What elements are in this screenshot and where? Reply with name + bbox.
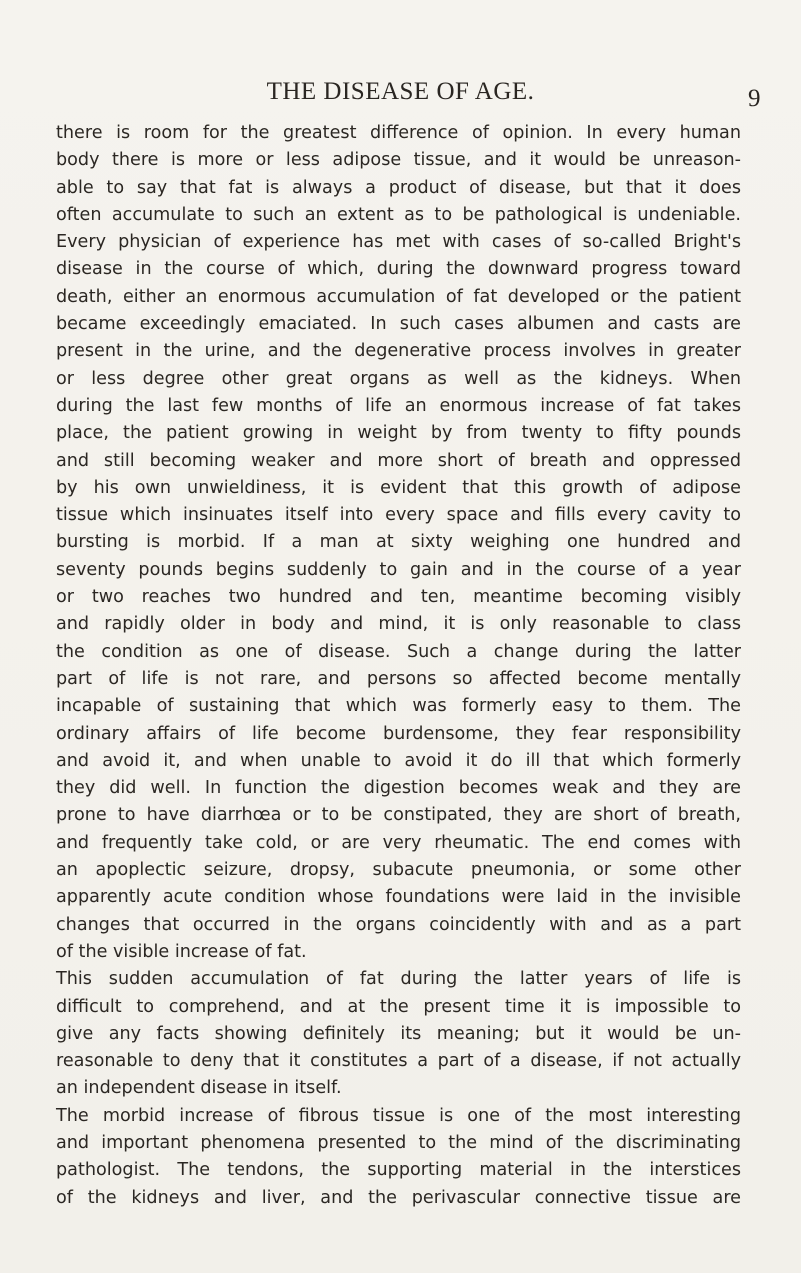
text-line: during the last few months of life an enormous increase of fat takes	[56, 395, 741, 416]
text-line: disease in the course of which, during the downward progress toward	[56, 259, 741, 280]
text-line: present in the urine, and the degenerative process involves in greater	[56, 341, 741, 362]
text-line: death, either an enormous accumulation of fat developed or the patient	[56, 286, 741, 307]
text-line: place, the patient growing in weight by from twenty to fifty pounds	[56, 423, 741, 444]
text-line: prone to have diarrhœa or to be constipated, they are short of breath,	[56, 805, 741, 826]
text-line: give any facts showing definitely its meaning; but it would be un-	[56, 1023, 741, 1044]
text-line: often accumulate to such an extent as to be pathological is undeniable.	[56, 204, 741, 225]
text-line: the condition as one of disease. Such a change during the latter	[56, 641, 741, 662]
text-line: an apoplectic seizure, dropsy, subacute pneumonia, or some other	[56, 860, 741, 881]
text-line: and important phenomena presented to the mind of the discriminating	[56, 1132, 741, 1153]
text-line: This sudden accumulation of fat during the latter years of life is	[56, 969, 741, 990]
page-number: 9	[748, 85, 761, 112]
text-line: by his own unwieldiness, it is evident that this growth of adipose	[56, 477, 741, 498]
text-line: changes that occurred in the organs coincidently with and as a part	[56, 914, 741, 935]
text-line: or less degree other great organs as well as the kidneys. When	[56, 368, 741, 389]
text-line: and avoid it, and when unable to avoid it do ill that which formerly	[56, 750, 741, 771]
text-line: Every physician of experience has met with cases of so-called Bright's	[56, 232, 741, 253]
text-line: The morbid increase of fibrous tissue is one of the most interesting	[56, 1105, 741, 1126]
text-line: of the kidneys and liver, and the perivascular connective tissue are	[56, 1187, 741, 1208]
text-line: part of life is not rare, and persons so affected become mentally	[56, 668, 741, 689]
body-text	[56, 120, 741, 1212]
text-line: seventy pounds begins suddenly to gain and in the course of a year	[56, 559, 741, 580]
text-line: incapable of sustaining that which was formerly easy to them. The	[56, 696, 741, 717]
text-line: and rapidly older in body and mind, it is only reasonable to class	[56, 614, 741, 635]
text-line: pathologist. The tendons, the supporting material in the interstices	[56, 1160, 741, 1181]
text-line: able to say that fat is always a product of disease, but that it does	[56, 177, 741, 198]
text-line: apparently acute condition whose foundations were laid in the invisible	[56, 887, 741, 908]
text-line: there is room for the greatest difference of opinion. In every human	[56, 123, 741, 143]
text-line: tissue which insinuates itself into every space and fills every cavity to	[56, 505, 741, 526]
text-line: and still becoming weaker and more short of breath and oppressed	[56, 450, 741, 471]
text-line: they did well. In function the digestion becomes weak and they are	[56, 778, 741, 799]
text-line: of the visible increase of fat.	[56, 941, 307, 962]
running-head: THE DISEASE OF AGE.	[266, 78, 535, 105]
text-line: an independent disease in itself.	[56, 1078, 342, 1099]
text-line: ordinary affairs of life become burdensome, they fear responsibility	[56, 723, 741, 744]
text-line: bursting is morbid. If a man at sixty weighing one hundred and	[56, 532, 741, 553]
text-line: or two reaches two hundred and ten, meantime becoming visibly	[56, 587, 741, 608]
text-line: became exceedingly emaciated. In such cases albumen and casts are	[56, 314, 741, 335]
text-line: difficult to comprehend, and at the present time it is impossible to	[56, 996, 741, 1017]
page-header	[0, 78, 801, 112]
text-line: reasonable to deny that it constitutes a part of a disease, if not actually	[56, 1051, 741, 1072]
text-line: body there is more or less adipose tissue, and it would be unreason-	[56, 150, 741, 171]
text-line: and frequently take cold, or are very rheumatic. The end comes with	[56, 832, 741, 853]
